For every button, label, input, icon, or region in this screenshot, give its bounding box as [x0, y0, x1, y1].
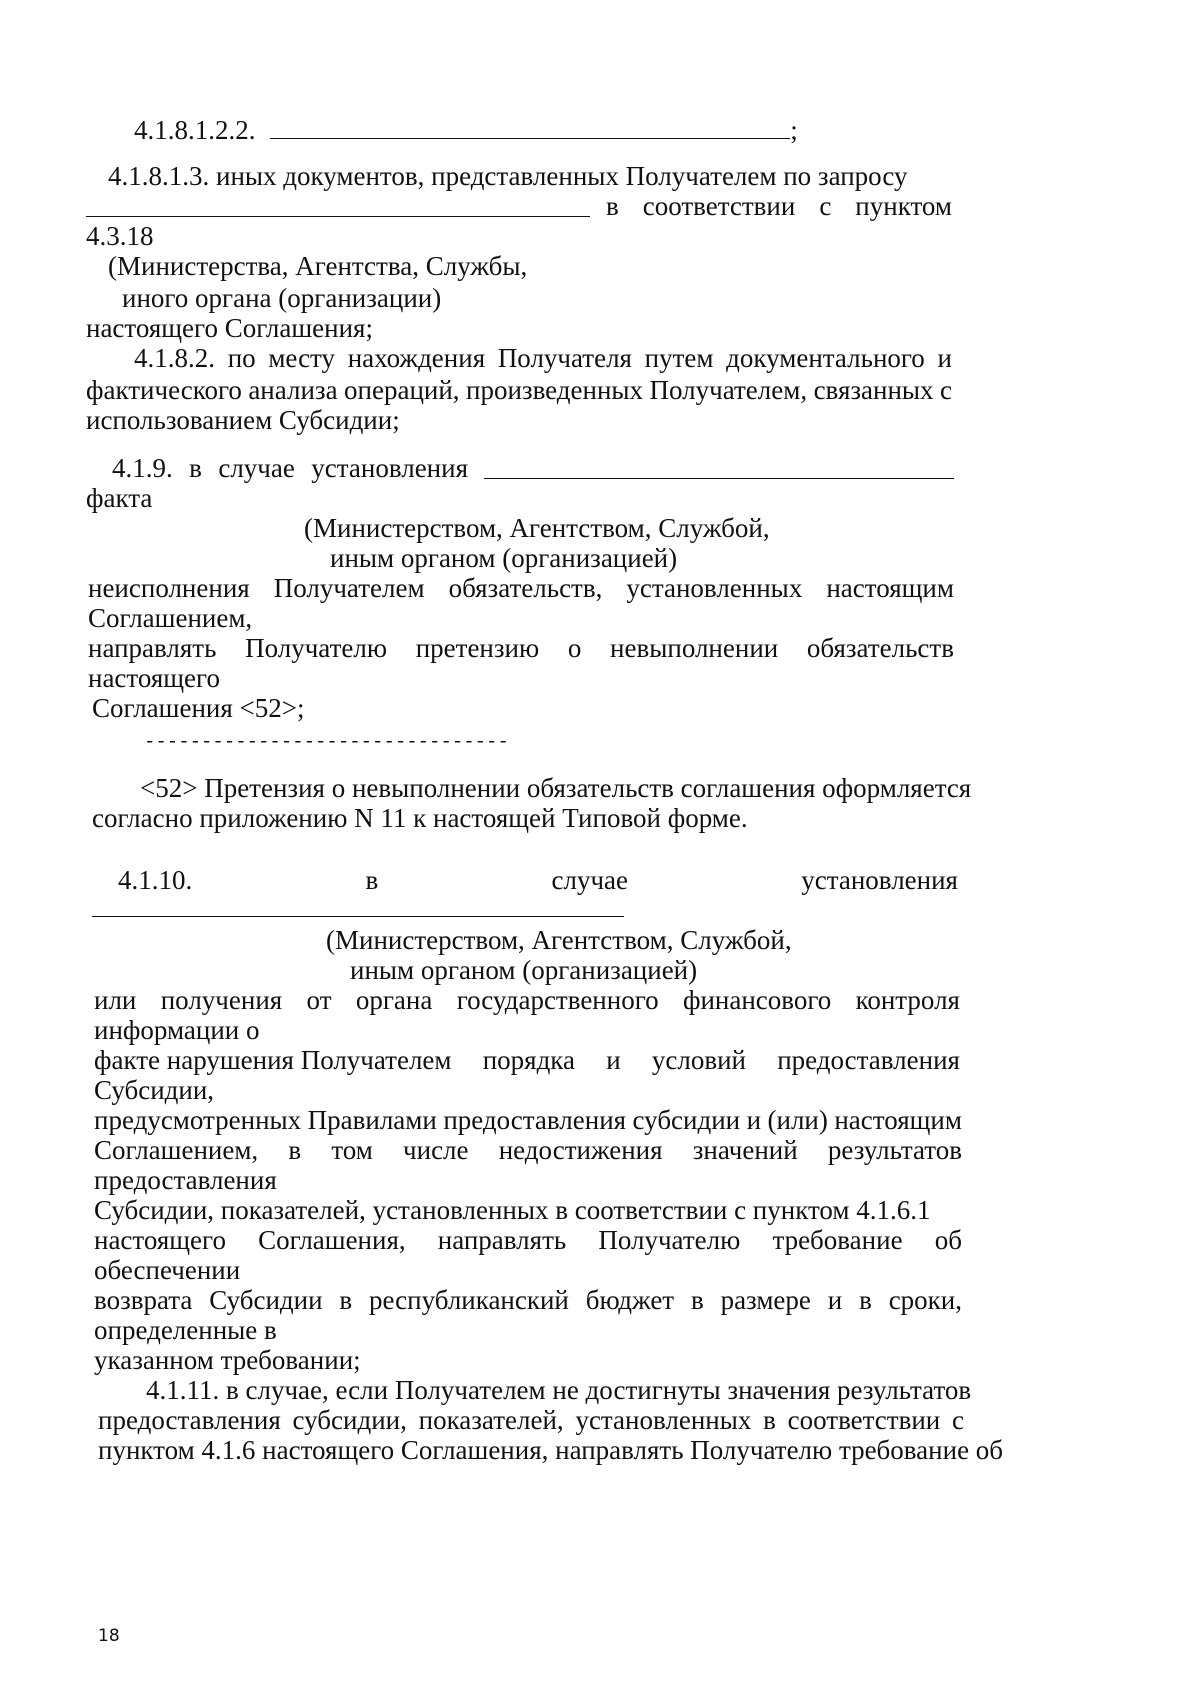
- word: неисполнения: [88, 573, 250, 603]
- word: или: [94, 985, 137, 1015]
- word: 4.1.9.: [112, 453, 173, 483]
- word: в: [763, 1405, 776, 1435]
- word: 4.1.8.2.: [134, 343, 215, 373]
- clause-number: 4.1.8.1.2.2.: [134, 115, 256, 145]
- word: пунктом: [855, 191, 952, 221]
- clause-4-1-10-line12: [94, 1284, 962, 1316]
- word: от: [306, 985, 332, 1015]
- clause-4-1-10-line4: [94, 1044, 960, 1076]
- word: о: [567, 633, 582, 663]
- clause-4-1-10-line2: [94, 984, 960, 1016]
- clause-4-1-10-sub1: (Министерством, Агентством, Службой,: [326, 925, 792, 955]
- word: связанных: [813, 375, 934, 405]
- word: в: [288, 1135, 302, 1165]
- footnote-line1: <52> Претензия о невыполнении обязательств соглашения оформляется: [140, 773, 972, 803]
- clause-4-1-8-2-line1: [134, 342, 952, 374]
- word: соответствии: [787, 1405, 941, 1435]
- word: обязательств,: [448, 573, 603, 603]
- clause-4-1-9-line6: настоящего: [88, 663, 220, 693]
- word: предоставления: [443, 1105, 627, 1135]
- word: Получателю: [245, 633, 388, 663]
- clause-4-1-10-line10: [94, 1224, 962, 1256]
- word: фактического: [86, 375, 242, 405]
- word: органа: [355, 985, 433, 1015]
- word: по: [227, 343, 256, 373]
- word: том: [331, 1135, 373, 1165]
- word: бюджет: [585, 1285, 675, 1315]
- word: нахождения: [347, 343, 486, 373]
- word: размере: [720, 1285, 811, 1315]
- clause-4-1-9-line3: [88, 572, 954, 604]
- word: анализа: [248, 375, 338, 405]
- word: Соглашения,: [258, 1225, 406, 1255]
- clause-4-1-11-line3: пунктом 4.1.6 настоящего Соглашения, направлять Получателю требование об: [98, 1435, 1004, 1465]
- footnote-separator: --------------------------------: [144, 731, 509, 753]
- word: путем: [644, 343, 714, 373]
- word: 4.1.10.: [118, 865, 193, 895]
- word: возврата: [94, 1285, 193, 1315]
- word: с: [940, 375, 952, 405]
- word: с: [819, 191, 832, 221]
- word: установленных: [626, 573, 803, 603]
- clause-4-1-9-line2: факта: [86, 483, 153, 513]
- word: настоящим: [834, 1105, 962, 1135]
- clause-4-1-8-1-2-2: [134, 112, 824, 146]
- word: предоставления: [777, 1045, 960, 1075]
- word: Правилами: [307, 1105, 437, 1135]
- blank-field: [484, 452, 954, 479]
- word: Получателем,: [649, 375, 808, 405]
- word: невыполнении: [610, 633, 779, 663]
- clause-4-1-10-line5: Субсидии,: [94, 1075, 215, 1105]
- word: установления: [311, 453, 468, 483]
- word: настоящего: [94, 1225, 226, 1255]
- clause-4-1-9-sub1: (Министерством, Агентством, Службой,: [304, 513, 770, 543]
- clause-4-1-8-1-3-line3: 4.3.18: [86, 221, 154, 251]
- word: результатов: [827, 1135, 962, 1165]
- clause-4-1-9-line4: Соглашением,: [88, 603, 253, 633]
- word: в: [606, 191, 619, 221]
- word: факте нарушения Получателем: [94, 1045, 452, 1075]
- blank-field: [92, 916, 624, 917]
- word: установленных: [575, 1405, 752, 1435]
- clause-4-1-10-line1: [118, 864, 958, 896]
- word: направлять: [88, 633, 217, 663]
- word: случае: [551, 865, 629, 895]
- clause-4-1-10-line8: предоставления: [94, 1165, 277, 1195]
- word: условий: [651, 1045, 746, 1075]
- word: Получателя: [497, 343, 632, 373]
- word: Субсидии: [209, 1285, 323, 1315]
- word: в: [365, 865, 379, 895]
- clause-4-1-8-2-line3: использованием Субсидии;: [86, 405, 400, 435]
- word: финансового: [682, 985, 832, 1015]
- word: и: [937, 343, 952, 373]
- clause-4-1-8-1-3-line1: 4.1.8.1.3. иных документов, представленных Получателем по запросу: [108, 161, 908, 191]
- clause-4-1-10-sub2: иным органом (организацией): [350, 955, 698, 985]
- word: с: [951, 1405, 964, 1435]
- clause-4-1-9-line7: Соглашения <52>;: [92, 693, 305, 723]
- blank-field: [270, 112, 790, 139]
- justified-words: [606, 190, 952, 222]
- word: предоставления: [98, 1405, 281, 1435]
- word: в: [690, 1285, 704, 1315]
- blank-field: [86, 190, 590, 217]
- word: установления: [801, 865, 958, 895]
- clause-4-1-10-line13: определенные в: [94, 1315, 277, 1345]
- word: субсидии,: [292, 1405, 407, 1435]
- word: значений: [692, 1135, 798, 1165]
- clause-4-1-8-1-3-line4: настоящего Соглашения;: [86, 313, 373, 343]
- page-number: 18: [98, 1626, 120, 1646]
- word: направлять: [437, 1225, 567, 1255]
- word: случае: [218, 453, 295, 483]
- word: получения: [160, 985, 283, 1015]
- clause-4-1-10-line7: [94, 1134, 962, 1166]
- word: и: [746, 1105, 762, 1135]
- clause-4-1-9-sub2: иным органом (организацией): [330, 543, 678, 573]
- word: месту: [268, 343, 335, 373]
- word: контроля: [855, 985, 960, 1015]
- clause-end: ;: [790, 115, 798, 145]
- word: операций,: [344, 375, 460, 405]
- clause-4-1-8-2-line2: [86, 374, 952, 406]
- word: документального: [726, 343, 925, 373]
- word: порядка: [482, 1045, 576, 1075]
- clause-4-1-10-line3: информации о: [94, 1015, 260, 1045]
- justified-words: [112, 452, 468, 484]
- word: республиканский: [369, 1285, 569, 1315]
- word: показателей,: [418, 1405, 564, 1435]
- clause-4-1-10-line11: обеспечении: [94, 1255, 241, 1285]
- word: Соглашением,: [94, 1135, 259, 1165]
- word: недостижения: [498, 1135, 663, 1165]
- word: в: [859, 1285, 872, 1315]
- word: Получателю: [598, 1225, 741, 1255]
- word: настоящим: [826, 573, 954, 603]
- word: в: [339, 1285, 353, 1315]
- word: сроки,: [888, 1285, 962, 1315]
- word: в: [189, 453, 202, 483]
- clause-4-1-10-line14: указанном требовании;: [94, 1345, 361, 1375]
- clause-4-1-9-line5: [88, 632, 954, 664]
- word: (или): [767, 1105, 828, 1135]
- clause-4-1-8-1-3-sub1: (Министерства, Агентства, Службы,: [108, 251, 528, 281]
- word: обязательств: [806, 633, 954, 663]
- word: требование: [772, 1225, 903, 1255]
- word: и: [606, 1045, 621, 1075]
- word: субсидии: [632, 1105, 741, 1135]
- clause-4-1-8-1-3-sub2: иного органа (организации): [122, 283, 442, 313]
- clause-4-1-10-line9: Субсидии, показателей, установленных в соответствии с пунктом 4.1.6.1: [94, 1195, 931, 1225]
- word: об: [934, 1225, 962, 1255]
- word: претензию: [415, 633, 540, 663]
- clause-4-1-11-line1: 4.1.11. в случае, если Получателем не достигнуты значения результатов: [146, 1375, 972, 1405]
- clause-4-1-11-line2: [98, 1404, 964, 1436]
- word: числе: [403, 1135, 469, 1165]
- clause-4-1-10-line6: [94, 1104, 962, 1136]
- word: соответствии: [642, 191, 796, 221]
- footnote-line2: согласно приложению N 11 к настоящей Типовой форме.: [92, 803, 748, 833]
- word: Получателем: [273, 573, 425, 603]
- word: и: [827, 1285, 843, 1315]
- word: предусмотренных: [94, 1105, 302, 1135]
- word: государственного: [456, 985, 659, 1015]
- word: произведенных: [466, 375, 644, 405]
